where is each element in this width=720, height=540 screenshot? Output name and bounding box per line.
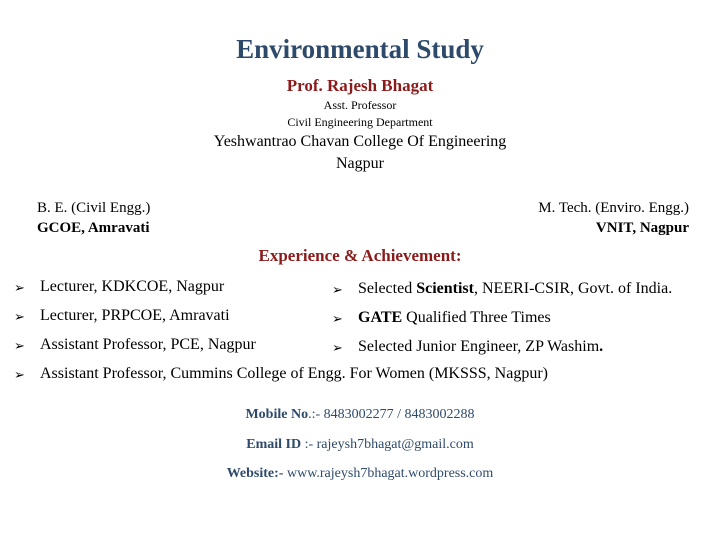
department: Civil Engineering Department (287, 115, 433, 129)
arrow-bullet-icon: ➢ (14, 280, 25, 295)
professor-name: Prof. Rajesh Bhagat (286, 76, 434, 95)
email-line: Email ID :- rajeysh7bhagat@gmail.com (246, 437, 474, 452)
arrow-bullet-icon: ➢ (14, 338, 25, 353)
college-name: Yeshwantrao Chavan College Of Engineering (213, 133, 507, 150)
be-institute: GCOE, Amravati (37, 220, 150, 236)
college-city: Nagpur (336, 155, 384, 172)
mtech-institute: VNIT, Nagpur (595, 220, 689, 236)
website-line: Website:- www.rajeysh7bhagat.wordpress.com (226, 466, 494, 481)
designation: Asst. Professor (323, 98, 397, 112)
email-link[interactable]: rajeysh7bhagat@gmail.com (316, 437, 474, 452)
experience-heading: Experience & Achievement: (258, 246, 462, 265)
arrow-bullet-icon: ➢ (332, 340, 343, 355)
arrow-bullet-icon: ➢ (14, 367, 25, 382)
slide-title: Environmental Study (236, 34, 484, 64)
mtech-degree: M. Tech. (Enviro. Engg.) (538, 200, 689, 216)
arrow-bullet-icon: ➢ (332, 282, 343, 297)
mobile-line: Mobile No.:- 8483002277 / 8483002288 (245, 407, 475, 422)
slide: Environmental Study Prof. Rajesh Bhagat Asst. Professor Civil Engineering Department Yeshwantrao Chavan College Of Engineering Nagpur B. E. (Civil Engg.) GCOE, Amravati M. Tech. (Enviro. Engg.) VNIT, Nagpur Experience & Achievement: ➢ Lecturer, KDKCOE, Nagpur ➢ Lecturer, PRPCOE, Amravati ➢ Assistant Professor, PCE, Nagpur ➢ Selected Scientist, NEERI-CSIR, Govt. of India. ➢ GATE Qualified Three Times ➢ Selected Junior Engineer, ZP Washim. ➢ Assistant Professor, Cummins College of Engg. For Women (MKSSS, Nagpur) Mobile No.:- 8483002277 / 8483002288 Email ID :- rajeysh7bhagat@gmail.com Website:- www.rajeysh7bhagat.wordpress.com (0, 0, 720, 540)
be-degree: B. E. (Civil Engg.) (37, 200, 151, 216)
website-link[interactable]: www.rajeysh7bhagat.wordpress.com (286, 466, 494, 481)
arrow-bullet-icon: ➢ (14, 309, 25, 324)
arrow-bullet-icon: ➢ (332, 311, 343, 326)
